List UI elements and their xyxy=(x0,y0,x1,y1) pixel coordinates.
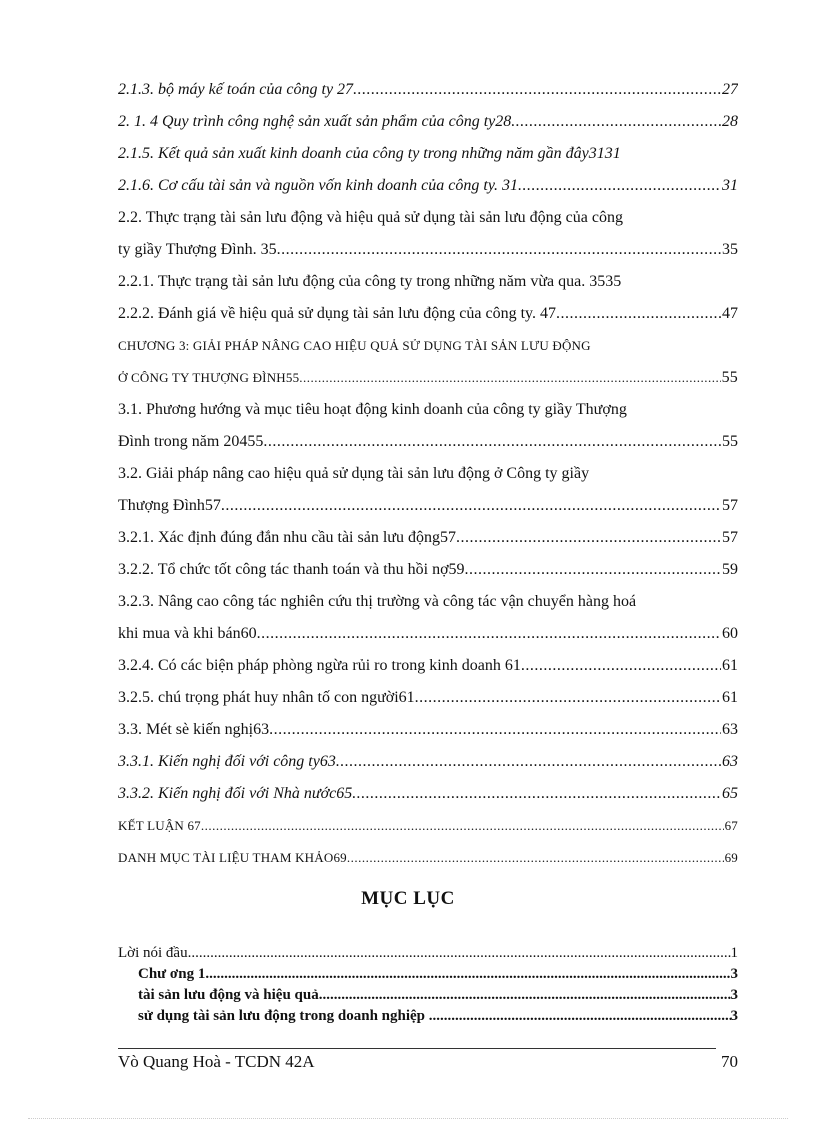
toc-row[interactable] xyxy=(118,590,738,622)
toc-row[interactable] xyxy=(118,814,738,846)
toc-text: 2. 1. 4 Quy trình công nghệ sản xuất sản phẩm của công ty28 xyxy=(118,113,512,130)
toc-text: 3.3. Mét sè kiến nghị63 xyxy=(118,721,270,738)
leader-dots xyxy=(415,686,721,710)
toc-row[interactable] xyxy=(118,846,738,878)
toc-page: 63 xyxy=(722,721,738,738)
toc-row[interactable] xyxy=(118,622,738,654)
toc-page: 47 xyxy=(722,305,738,322)
toc-page: 67 xyxy=(724,818,738,833)
toc-page: 57 xyxy=(722,529,738,546)
leader-dots xyxy=(205,964,730,984)
toc-page: 57 xyxy=(722,497,738,514)
toc-row[interactable] xyxy=(118,110,738,142)
toc-text: CHƯƠNG 3: GIẢI PHÁP NÂNG CAO HIỆU QUẢ SỬ DỤNG TÀI SẢN LƯU ĐỘNG xyxy=(118,338,591,353)
toc-text: sử dụng tài sản lưu động trong doanh nghiệp xyxy=(138,1008,429,1024)
toc-row[interactable] xyxy=(118,78,738,110)
leader-dots xyxy=(353,78,721,102)
toc-page: 61 xyxy=(722,689,738,706)
toc-text: Chư ơng 1 xyxy=(138,966,206,982)
toc-page: 1 xyxy=(730,945,738,961)
toc-row[interactable] xyxy=(118,398,738,430)
table-of-contents xyxy=(118,943,738,1027)
toc-text: 3.2.5. chú trọng phát huy nhân tố con người61 xyxy=(118,689,415,706)
toc-text: 3.1. Phương hướng và mục tiêu hoạt động kinh doanh của công ty giầy Thượng xyxy=(118,401,627,418)
toc-text: khi mua và khi bán60 xyxy=(118,625,257,642)
toc-text: 3.3.1. Kiến nghị đối với công ty63 xyxy=(118,753,336,770)
toc-text: Đình trong năm 20455 xyxy=(118,433,264,450)
toc-row[interactable] xyxy=(118,430,738,462)
leader-dots xyxy=(465,558,721,582)
toc-row[interactable] xyxy=(118,334,738,366)
leader-dots xyxy=(456,526,721,550)
toc-text: 2.2.1. Thực trạng tài sản lưu động của công ty trong những năm vừa qua. 3535 xyxy=(118,273,622,290)
toc-text: Lời nói đầu xyxy=(118,945,188,961)
leader-dots xyxy=(257,622,721,646)
toc-row[interactable] xyxy=(118,302,738,334)
toc-text: tài sản lưu động và hiệu quả xyxy=(138,987,319,1003)
toc-row[interactable] xyxy=(118,494,738,526)
toc-row[interactable] xyxy=(118,558,738,590)
toc-page: 3 xyxy=(730,966,738,982)
toc-text: Thượng Đình57 xyxy=(118,497,221,514)
toc-text: 3.2.2. Tổ chức tốt công tác thanh toán và thu hồi nợ59 xyxy=(118,561,465,578)
toc-text: DANH MỤC TÀI LIỆU THAM KHẢO69 xyxy=(118,850,347,865)
toc-row[interactable] xyxy=(118,526,738,558)
toc-row[interactable] xyxy=(118,750,738,782)
toc-row[interactable] xyxy=(118,366,738,398)
toc-row[interactable] xyxy=(118,270,738,302)
toc-row[interactable] xyxy=(118,1006,738,1027)
leader-dots xyxy=(352,782,721,806)
footer-author: Vò Quang Hoà - TCDN 42A xyxy=(118,1052,315,1071)
toc-text: 2.2. Thực trạng tài sản lưu động và hiệu quả sử dụng tài sản lưu động của công xyxy=(118,209,623,226)
leader-dots xyxy=(518,174,721,198)
toc-text: 3.3.2. Kiến nghị đối với Nhà nước65 xyxy=(118,785,353,802)
toc-text: 3.2.4. Có các biện pháp phòng ngừa rủi ro trong kinh doanh 61 xyxy=(118,657,521,674)
toc-row[interactable] xyxy=(118,964,738,985)
toc-text: 2.1.5. Kết quả sản xuất kinh doanh của công ty trong những năm gần đây3131 xyxy=(118,145,621,162)
toc-page: 28 xyxy=(722,113,738,130)
section-title: MỤC LỤC xyxy=(361,888,455,909)
toc-page: 55 xyxy=(722,433,738,450)
toc-page: 31 xyxy=(722,177,738,194)
toc-page: 69 xyxy=(724,850,738,865)
toc-text: ty giầy Thượng Đình. 35 xyxy=(118,241,277,258)
toc-row[interactable] xyxy=(118,718,738,750)
toc-row[interactable] xyxy=(118,238,738,270)
toc-page: 27 xyxy=(722,81,738,98)
leader-dots xyxy=(319,985,731,1005)
table-of-contents-continued xyxy=(118,78,738,878)
toc-page: 65 xyxy=(722,785,738,802)
toc-text: 3.2. Giải pháp nâng cao hiệu quả sử dụng tài sản lưu động ở Công ty giầy xyxy=(118,465,590,482)
toc-text: 2.1.6. Cơ cấu tài sản và nguồn vốn kinh doanh của công ty. 31 xyxy=(118,177,519,194)
page-footer xyxy=(118,1052,738,1072)
toc-text: 3.2.1. Xác định đúng đắn nhu cầu tài sản lưu động57 xyxy=(118,529,456,546)
leader-dots xyxy=(521,654,721,678)
toc-row[interactable] xyxy=(118,654,738,686)
leader-dots xyxy=(347,846,724,870)
toc-row[interactable] xyxy=(118,782,738,814)
toc-page: 35 xyxy=(722,241,738,258)
toc-page: 59 xyxy=(722,561,738,578)
toc-row[interactable] xyxy=(118,206,738,238)
toc-page: 3 xyxy=(730,1008,738,1024)
leader-dots xyxy=(188,943,731,963)
leader-dots xyxy=(556,302,721,326)
leader-dots xyxy=(299,366,720,390)
toc-text: Ở CÔNG TY THƯỢNG ĐÌNH55 xyxy=(118,370,300,385)
toc-page: 63 xyxy=(722,753,738,770)
page-edge-divider xyxy=(28,1118,788,1119)
leader-dots xyxy=(221,494,721,518)
toc-row[interactable] xyxy=(118,142,738,174)
toc-text: KẾT LUẬN 67 xyxy=(118,818,201,833)
leader-dots xyxy=(336,750,721,774)
toc-page: 60 xyxy=(722,625,738,642)
toc-row[interactable] xyxy=(118,462,738,494)
leader-dots xyxy=(263,430,721,454)
toc-row[interactable] xyxy=(118,943,738,964)
toc-page: 55 xyxy=(721,369,738,386)
footer-divider xyxy=(118,1048,716,1049)
toc-row[interactable] xyxy=(118,985,738,1006)
leader-dots xyxy=(269,718,721,742)
leader-dots xyxy=(277,238,721,262)
toc-text: 2.1.3. bộ máy kế toán của công ty 27 xyxy=(118,81,354,98)
leader-dots xyxy=(511,110,721,134)
leader-dots xyxy=(429,1006,731,1026)
toc-text: 3.2.3. Nâng cao công tác nghiên cứu thị trường và công tác vận chuyển hàng hoá xyxy=(118,593,637,610)
leader-dots xyxy=(201,814,724,838)
page-number: 70 xyxy=(721,1052,738,1071)
toc-text: 2.2.2. Đánh giá về hiệu quả sử dụng tài sản lưu động của công ty. 47 xyxy=(118,305,556,322)
toc-row[interactable] xyxy=(118,686,738,718)
toc-page: 61 xyxy=(722,657,738,674)
toc-page: 3 xyxy=(730,987,738,1003)
toc-row[interactable] xyxy=(118,174,738,206)
